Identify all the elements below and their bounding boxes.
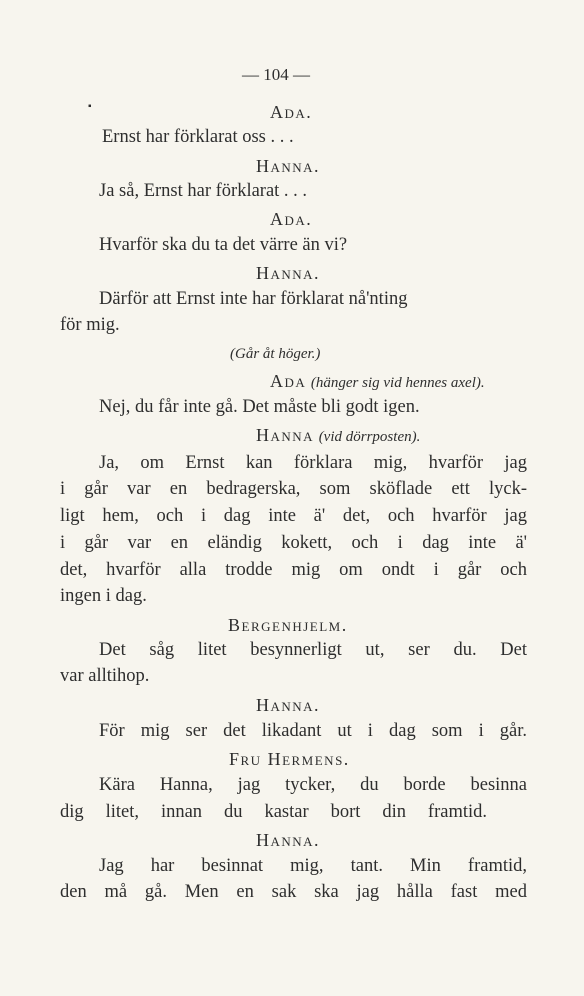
speaker-fru-hermens: Fru Hermens. xyxy=(229,749,350,769)
dialogue-line: dig litet, innan du kastar bort din framtid. xyxy=(60,802,487,822)
speaker-hanna: Hanna. xyxy=(256,263,321,283)
dialogue-line: i går var en bedragerska, som sköflade ett lyck- xyxy=(60,479,527,499)
speaker-ada: Ada xyxy=(270,371,307,391)
speaker-ada: Ada. xyxy=(270,209,313,229)
dialogue-line: Ja så, Ernst har förklarat . . . xyxy=(99,181,308,201)
dialogue-line: Hvarför ska du ta det värre än vi? xyxy=(99,235,348,255)
speaker-hanna: Hanna xyxy=(256,425,315,445)
dialogue-line: Kära Hanna, jag tycker, du borde besinna xyxy=(99,775,527,795)
dialogue-line: ligt hem, och i dag inte ä' det, och hvarför jag xyxy=(60,506,527,526)
margin-mark: ▪ xyxy=(88,101,92,112)
speaker-bergenhjelm: Bergenhjelm. xyxy=(228,615,348,635)
speaker-hanna: Hanna. xyxy=(256,695,321,715)
dialogue-line: Ja, om Ernst kan förklara mig, hvarför jag xyxy=(99,453,527,473)
dialogue-line: Nej, du får inte gå. Det måste bli godt igen. xyxy=(99,397,420,417)
dialogue-line: Ernst har förklarat oss . . . xyxy=(102,127,294,147)
dialogue-line: ingen i dag. xyxy=(60,586,147,606)
dialogue-line: den må gå. Men en sak ska jag hålla fast med xyxy=(60,882,527,902)
speaker-with-direction xyxy=(256,424,420,448)
stage-direction: (Går åt höger.) xyxy=(230,346,321,362)
dialogue-line: För mig ser det likadant ut i dag som i går. xyxy=(99,721,527,741)
dialogue-line: var alltihop. xyxy=(60,666,150,686)
stage-direction: (vid dörrposten). xyxy=(318,429,421,445)
speaker-hanna: Hanna. xyxy=(256,830,321,850)
dialogue-line: i går var en eländig kokett, och i dag inte ä' xyxy=(60,533,527,553)
dialogue-line: för mig. xyxy=(60,315,120,335)
page-number: — 104 — xyxy=(242,65,310,84)
speaker-with-direction xyxy=(270,370,485,394)
stage-direction: (hänger sig vid hennes axel). xyxy=(310,375,485,391)
dialogue-line: Det såg litet besynnerligt ut, ser du. Det xyxy=(99,640,527,660)
dialogue-line: Jag har besinnat mig, tant. Min framtid, xyxy=(99,856,527,876)
dialogue-line: Därför att Ernst inte har förklarat nå'nting xyxy=(99,289,408,309)
speaker-hanna: Hanna. xyxy=(256,156,321,176)
dialogue-line: det, hvarför alla trodde mig om ondt i går och xyxy=(60,560,527,580)
speaker-ada: Ada. xyxy=(270,102,313,122)
